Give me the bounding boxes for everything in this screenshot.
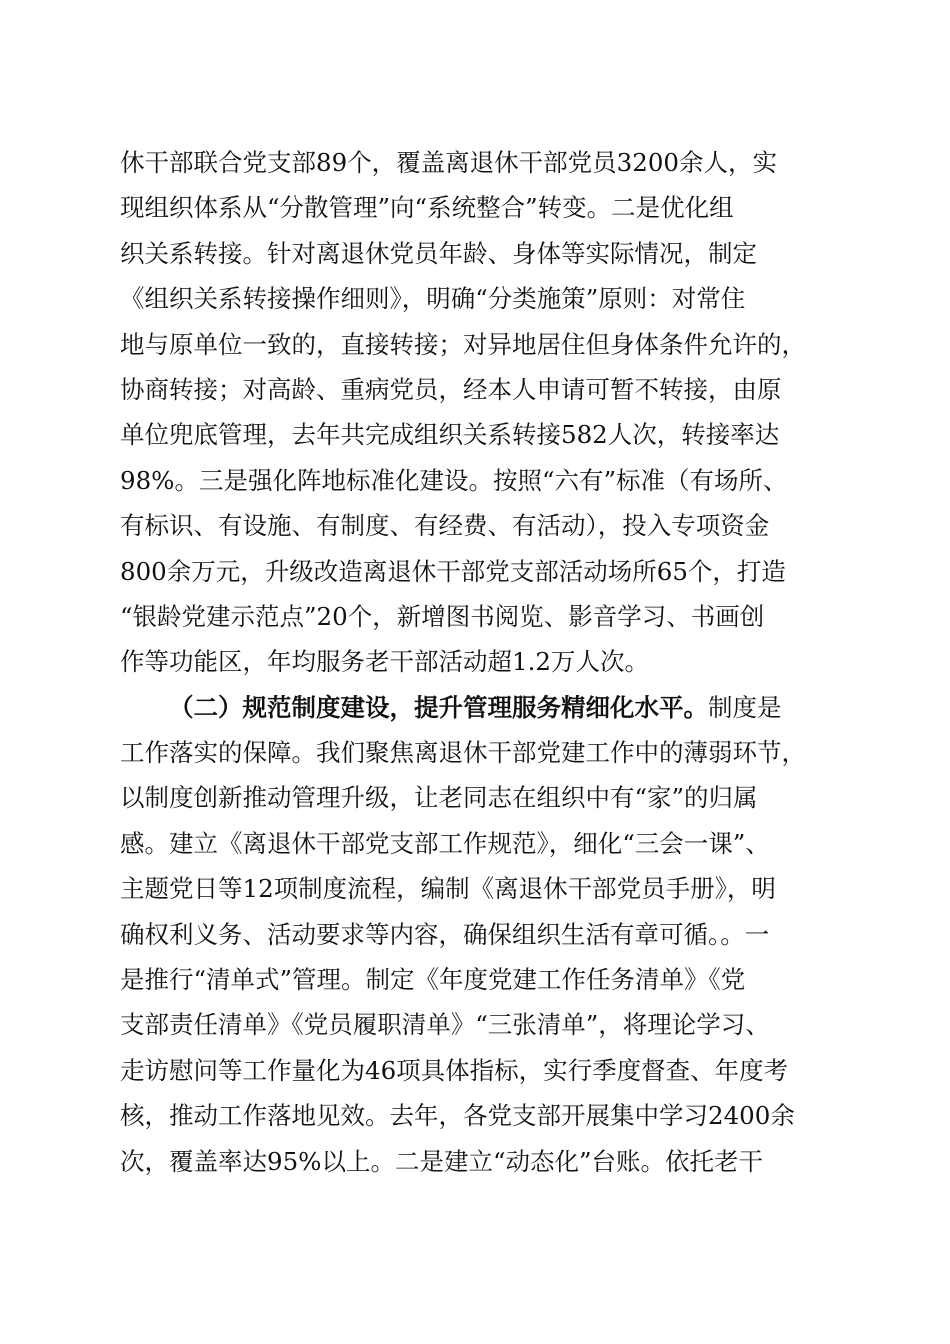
document-body (120, 140, 840, 1184)
text-line: 确权利义务、活动要求等内容，确保组织生活有章可循。。一 (120, 919, 770, 949)
section-heading: （二）规范制度建设，提升管理服务精细化水平。 (169, 692, 708, 722)
text-line: 作等功能区，年均服务老干部活动超1.2万人次。 (120, 647, 649, 677)
text-line: 核，推动工作落地见效。去年，各党支部开展集中学习2400余 (120, 1101, 795, 1131)
text-line: 次，覆盖率达95%以上。二是建立“动态化”台账。依托老干 (120, 1146, 764, 1176)
text-line: 单位兜底管理，去年共完成组织关系转接582人次，转接率达 (120, 420, 780, 450)
section-heading-line (120, 685, 840, 730)
text-line: 休干部联合党支部89个，覆盖离退休干部党员3200余人，实 (120, 148, 778, 177)
text-line: “银龄党建示范点”20个，新增图书阅览、影音学习、书画创 (120, 601, 765, 631)
text-line: 支部责任清单》《党员履职清单》“三张清单”，将理论学习、 (120, 1010, 770, 1040)
text-line: 《组织关系转接操作细则》，明确“分类施策”原则：对常住 (120, 284, 746, 314)
text-line: 有标识、有设施、有制度、有经费、有活动），投入专项资金 (120, 511, 770, 541)
text-line: 感。建立《离退休干部党支部工作规范》，细化“三会一课”、 (120, 828, 770, 858)
text-line: 协商转接；对高龄、重病党员，经本人申请可暂不转接，由原 (120, 374, 782, 404)
text-line: 以制度创新推动管理升级，让老同志在组织中有“家”的归属 (120, 783, 758, 813)
text-line: 主题党日等12项制度流程，编制《离退休干部党员手册》，明 (120, 874, 776, 904)
text-line: 现组织体系从“分散管理”向“系统整合”转变。二是优化组 (120, 193, 734, 223)
text-line: 地与原单位一致的，直接转接；对异地居住但身体条件允许的， (120, 329, 806, 359)
text-line: 织关系转接。针对离退休党员年龄、身体等实际情况，制定 (120, 238, 757, 268)
text-line: 是推行“清单式”管理。制定《年度党建工作任务清单》《党 (120, 965, 746, 995)
text-line: 走访慰问等工作量化为46项具体指标，实行季度督查、年度考 (120, 1055, 789, 1085)
section-heading-tail: 制度是 (708, 692, 782, 722)
text-line: 800余万元，升级改造离退休干部党支部活动场所65个，打造 (120, 556, 786, 586)
text-line: 工作落实的保障。我们聚焦离退休干部党建工作中的薄弱环节， (120, 738, 806, 768)
text-line: 98%。三是强化阵地标准化建设。按照“六有”标准（有场所、 (120, 465, 788, 495)
